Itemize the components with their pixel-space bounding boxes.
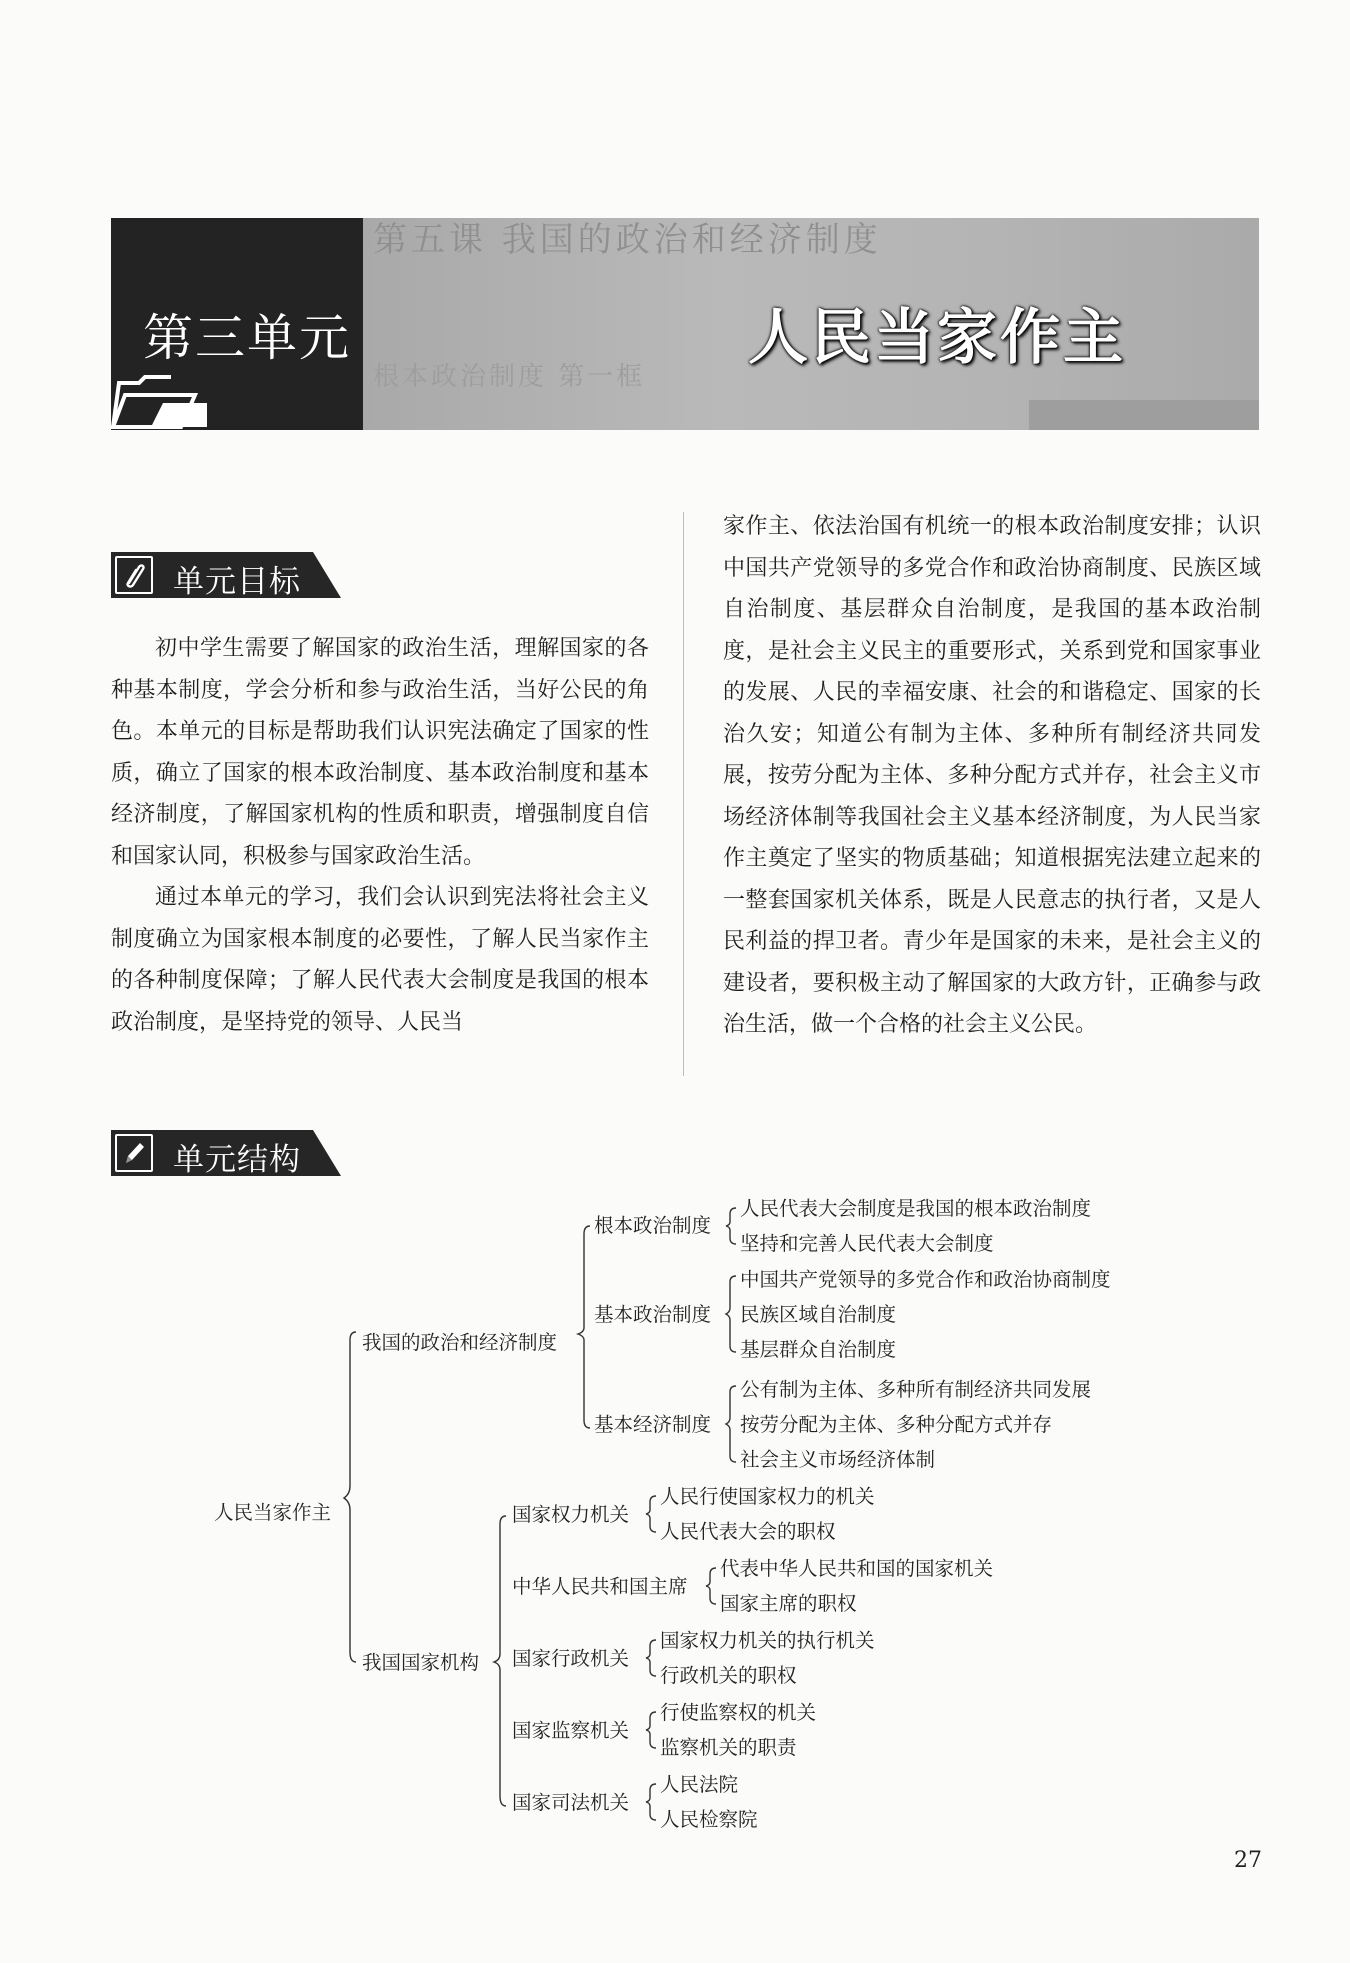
tree-node: 国家权力机关	[512, 1503, 630, 1526]
paragraph: 初中学生需要了解国家的政治生活，理解国家的各种基本制度，学会分析和参与政治生活，当好公民的角色。本单元的目标是帮助我们认识宪法确定了国家的性质，确立了国家的根本政治制度、基本政治制度和基本经济制度，了解国家机构的性质和职责，增强制度自信和国家认同，积极参与国家政治生活。	[111, 636, 649, 869]
tree-leaf: 社会主义市场经济体制	[740, 1448, 936, 1471]
column-divider	[683, 512, 684, 1076]
background-bar	[1029, 400, 1259, 430]
brace	[646, 1496, 656, 1532]
brace	[344, 1332, 356, 1662]
tree-leaf: 国家权力机关的执行机关	[660, 1629, 875, 1652]
tree-leaf: 国家主席的职权	[720, 1592, 857, 1615]
brace	[726, 1208, 736, 1244]
brace	[726, 1276, 736, 1352]
section-heading: 单元目标	[173, 564, 301, 600]
section-badge-structure	[111, 1130, 341, 1176]
unit-title: 人民当家作主	[748, 303, 1126, 373]
tree-leaf: 人民检察院	[660, 1808, 758, 1831]
tree-node: 中华人民共和国主席	[512, 1575, 688, 1598]
page-number: 27	[1234, 1848, 1262, 1873]
tree-leaf: 人民代表大会的职权	[660, 1520, 836, 1543]
section-heading: 单元结构	[173, 1142, 301, 1178]
tree-node: 国家司法机关	[512, 1791, 630, 1814]
section-badge-goals	[111, 552, 341, 598]
tree-leaf: 公有制为主体、多种所有制经济共同发展	[740, 1378, 1092, 1401]
tree-node: 国家行政机关	[512, 1647, 630, 1670]
tree-node: 国家监察机关	[512, 1719, 630, 1742]
tree-leaf: 监察机关的职责	[660, 1736, 797, 1759]
brace	[706, 1568, 716, 1604]
title-panel	[363, 218, 1259, 430]
tree-node: 基本政治制度	[594, 1303, 712, 1326]
unit-banner	[111, 218, 1259, 430]
tree-branch: 我国国家机构	[362, 1651, 480, 1674]
tree-leaf: 人民法院	[660, 1773, 739, 1796]
tree-root: 人民当家作主	[214, 1501, 332, 1524]
tree-leaf: 代表中华人民共和国的国家机关	[720, 1557, 994, 1580]
tree-branch: 我国的政治和经济制度	[362, 1331, 558, 1354]
background-ghost-text: 第五课 我国的政治和经济制度	[373, 220, 882, 260]
brace	[646, 1640, 656, 1676]
tree-leaf: 基层群众自治制度	[740, 1338, 897, 1361]
brace	[646, 1784, 656, 1820]
tree-node: 基本经济制度	[594, 1413, 712, 1436]
tree-leaf: 中国共产党领导的多党合作和政治协商制度	[740, 1268, 1111, 1291]
tree-leaf: 行使监察权的机关	[660, 1701, 817, 1724]
brace	[646, 1712, 656, 1748]
tree-leaf: 人民代表大会制度是我国的根本政治制度	[740, 1197, 1092, 1220]
brace	[578, 1226, 590, 1428]
tree-leaf: 民族区域自治制度	[740, 1303, 897, 1326]
unit-label-panel	[111, 218, 363, 430]
paragraph: 通过本单元的学习，我们会认识到宪法将社会主义制度确立为国家根本制度的必要性，了解人民当家作主的各种制度保障；了解人民代表大会制度是我国的根本政治制度，是坚持党的领导、人民当	[111, 885, 649, 1035]
tree-leaf: 人民行使国家权力的机关	[660, 1485, 875, 1508]
tree-leaf: 坚持和完善人民代表大会制度	[740, 1232, 994, 1255]
goals-text-right	[723, 506, 1261, 1046]
folder-icon	[111, 373, 211, 429]
paragraph: 家作主、依法治国有机统一的根本政治制度安排；认识中国共产党领导的多党合作和政治协商制度、民族区域自治制度、基层群众自治制度，是我国的基本政治制度，是社会主义民主的重要形式，关系到党和国家事业的发展、人民的幸福安康、社会的和谐稳定、国家的长治久安；知道公有制为主体、多种所有制经济共同发展，按劳分配为主体、多种分配方式并存，社会主义市场经济体制等我国社会主义基本经济制度，为人民当家作主奠定了坚实的物质基础；知道根据宪法建立起来的一整套国家机关体系，既是人民意志的执行者，又是人民利益的捍卫者。青少年是国家的未来，是社会主义的建设者，要积极主动了解国家的大政方针，正确参与政治生活，做一个合格的社会主义公民。	[723, 514, 1261, 1037]
background-ghost-text: 根本政治制度 第一框	[373, 362, 646, 392]
paperclip-icon	[115, 556, 153, 594]
brace	[726, 1386, 736, 1462]
tree-leaf: 行政机关的职权	[660, 1664, 797, 1687]
tree-leaf: 按劳分配为主体、多种分配方式并存	[740, 1413, 1053, 1436]
tree-node: 根本政治制度	[594, 1214, 712, 1237]
goals-text-left	[111, 628, 649, 1043]
unit-label: 第三单元	[143, 309, 351, 367]
brace	[494, 1516, 506, 1806]
pencil-icon	[115, 1134, 153, 1172]
